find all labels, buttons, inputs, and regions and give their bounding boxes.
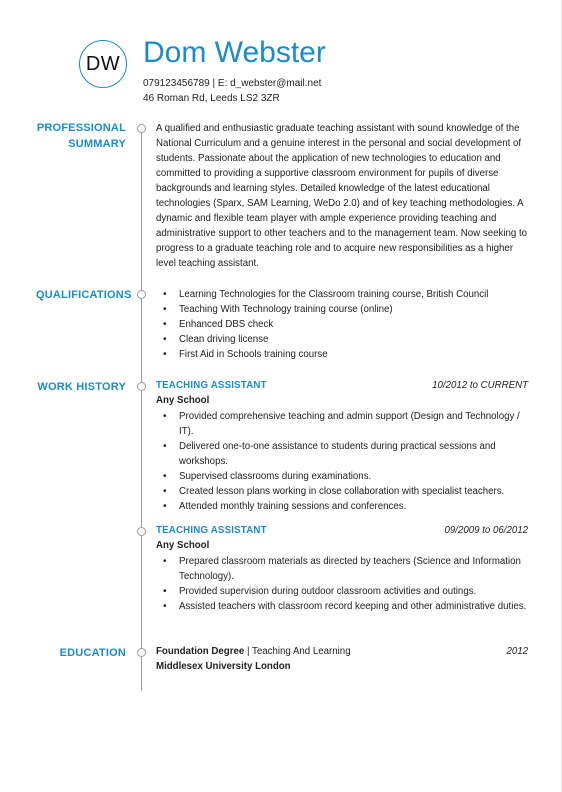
education-institution (156, 661, 291, 672)
list-item: • First Aid in Schools training course (156, 347, 531, 362)
timeline-node-education (137, 648, 146, 657)
job-1-duties (156, 409, 531, 514)
section-heading-education: EDUCATION (59, 647, 126, 659)
initials-text: DW (85, 52, 121, 75)
job-1-dates: 10/2012 to CURRENT (432, 380, 528, 391)
job-2-dates: 09/2009 to 06/2012 (444, 525, 528, 536)
list-item: • Enhanced DBS check (156, 317, 531, 332)
summary-text: A qualified and enthusiastic graduate teaching assistant with sound knowledge of the National Curriculum and a genuine interest in the personal and social development of students. Passionate about the application of new technologies to education and committed to providing a supportive classroom environment for pupils of diverse backgrounds and learning styles. Detailed knowledge of the latest educational technologies (Sparx, SAM Learning, WeDo 2.0) and of key teaching methodologies. A dynamic and flexible team player with ample experience providing teaching and administrative support to other teachers and to the management team. Now seeking to progress to a graduate teaching role and to acquire new responsibilities as a higher level teaching assistant. (156, 123, 528, 269)
education-degree-line (156, 646, 351, 657)
contact-phone-email: 079123456789 | E: d_webster@mail.net (143, 78, 322, 89)
candidate-name: Dom Webster (143, 36, 326, 69)
timeline-node-job-2 (137, 527, 146, 536)
section-heading-summary (36, 120, 126, 152)
list-item: • Teaching With Technology training course (online) (156, 302, 531, 317)
contact-address: 46 Roman Rd, Leeds LS2 3ZR (143, 93, 280, 104)
list-item: • Attended monthly training sessions and conferences. (156, 499, 531, 514)
education-separator: | (244, 646, 253, 657)
timeline-line (141, 131, 142, 691)
job-1-employer: Any School (156, 395, 210, 406)
job-2-employer: Any School (156, 540, 210, 551)
timeline-node-qualifications (137, 290, 146, 299)
timeline-node-job-1 (137, 382, 146, 391)
section-heading-qualifications: QUALIFICATIONS (36, 289, 132, 301)
list-item: • Learning Technologies for the Classroom training course, British Council (156, 287, 531, 302)
education-year: 2012 (506, 646, 528, 657)
education-degree: Foundation Degree (156, 646, 245, 657)
job-1-title: TEACHING ASSISTANT (156, 380, 267, 391)
list-item: • Clean driving license (156, 332, 531, 347)
education-field: Teaching And Learning (252, 646, 351, 657)
list-item: • Prepared classroom materials as directed by teachers (Science and Information Technology). (156, 554, 531, 584)
list-item: • Assisted teachers with classroom record keeping and other administrative duties. (156, 599, 531, 614)
list-item: • Supervised classrooms during examinations. (156, 469, 531, 484)
section-heading-work-history: WORK HISTORY (37, 381, 126, 393)
job-2-duties (156, 554, 531, 614)
qualifications-list (156, 287, 531, 362)
summary-heading-line1: PROFESSIONAL (36, 122, 126, 134)
list-item: • Provided supervision during outdoor classroom activities and outings. (156, 584, 531, 599)
summary-heading-line2: SUMMARY (68, 138, 126, 150)
education-institution-name: Middlesex University London (156, 661, 291, 672)
initials-monogram (79, 40, 127, 88)
job-2-title: TEACHING ASSISTANT (156, 525, 267, 536)
list-item: • Provided comprehensive teaching and admin support (Design and Technology / IT). (156, 409, 531, 439)
list-item: • Created lesson plans working in close collaboration with specialist teachers. (156, 484, 531, 499)
timeline-node-summary (137, 124, 146, 133)
list-item: • Delivered one-to-one assistance to students during practical sessions and workshops. (156, 439, 531, 469)
